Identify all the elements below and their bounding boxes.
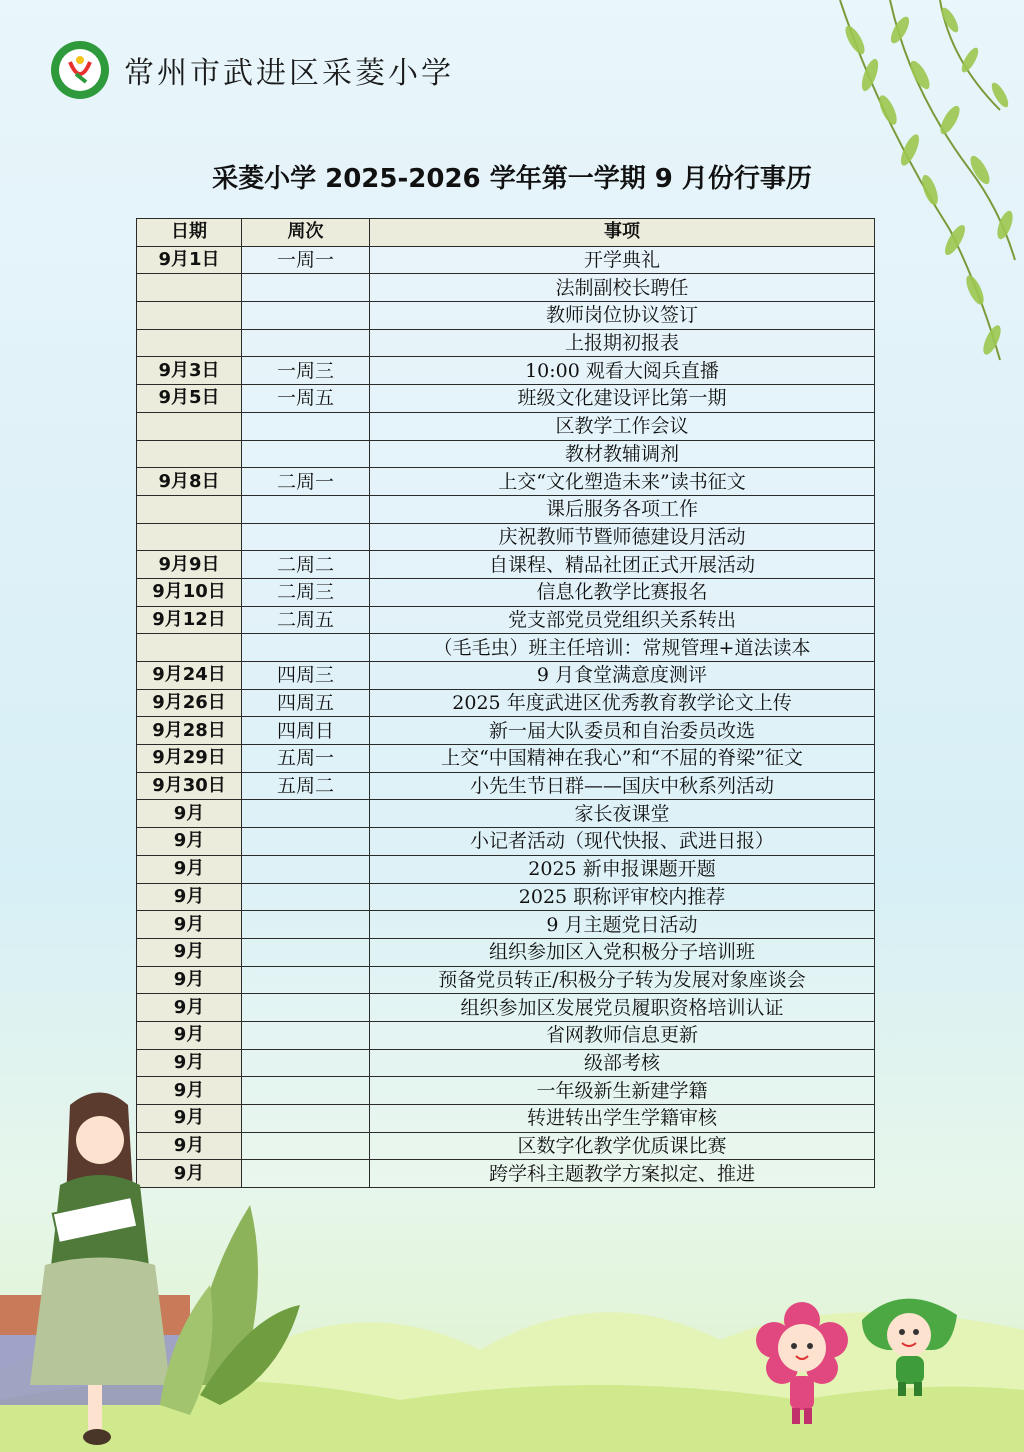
cell-date: 9月8日 bbox=[137, 468, 242, 496]
table-row bbox=[137, 1049, 875, 1077]
cell-event: 区数字化教学优质课比赛 bbox=[370, 1132, 875, 1160]
cell-date: 9月24日 bbox=[137, 662, 242, 690]
table-row bbox=[137, 634, 875, 662]
table-row bbox=[137, 412, 875, 440]
cell-event: 课后服务各项工作 bbox=[370, 495, 875, 523]
cell-week bbox=[242, 855, 370, 883]
mascot-flower-illustration bbox=[752, 1300, 852, 1430]
table-row bbox=[137, 495, 875, 523]
cell-date bbox=[137, 440, 242, 468]
cell-week: 四周日 bbox=[242, 717, 370, 745]
cell-event: 省网教师信息更新 bbox=[370, 1021, 875, 1049]
table-row bbox=[137, 302, 875, 330]
cell-event: 教师岗位协议签订 bbox=[370, 302, 875, 330]
table-row bbox=[137, 689, 875, 717]
mascot-leaf-illustration bbox=[852, 1290, 967, 1400]
cell-event: 2025 职称评审校内推荐 bbox=[370, 883, 875, 911]
cell-event: 庆祝教师节暨师德建设月活动 bbox=[370, 523, 875, 551]
cell-date: 9月 bbox=[137, 1049, 242, 1077]
table-row bbox=[137, 1021, 875, 1049]
calendar-table-body bbox=[137, 246, 875, 1187]
table-row bbox=[137, 468, 875, 496]
cell-week bbox=[242, 495, 370, 523]
cell-week: 二周二 bbox=[242, 551, 370, 579]
table-row bbox=[137, 938, 875, 966]
cell-date: 9月26日 bbox=[137, 689, 242, 717]
cell-date: 9月1日 bbox=[137, 246, 242, 274]
cell-date: 9月 bbox=[137, 1160, 242, 1188]
cell-event: 信息化教学比赛报名 bbox=[370, 578, 875, 606]
cell-event: （毛毛虫）班主任培训：常规管理+道法读本 bbox=[370, 634, 875, 662]
cell-date: 9月 bbox=[137, 1105, 242, 1133]
cell-date: 9月 bbox=[137, 883, 242, 911]
cell-week: 一周三 bbox=[242, 357, 370, 385]
cell-date: 9月3日 bbox=[137, 357, 242, 385]
cell-week bbox=[242, 329, 370, 357]
cell-date: 9月 bbox=[137, 800, 242, 828]
table-row bbox=[137, 800, 875, 828]
cell-date: 9月 bbox=[137, 1021, 242, 1049]
table-row bbox=[137, 357, 875, 385]
cell-week bbox=[242, 634, 370, 662]
cell-week: 二周一 bbox=[242, 468, 370, 496]
cell-date: 9月 bbox=[137, 911, 242, 939]
cell-date: 9月29日 bbox=[137, 745, 242, 773]
cell-week bbox=[242, 440, 370, 468]
cell-event: 预备党员转正/积极分子转为发展对象座谈会 bbox=[370, 966, 875, 994]
cell-week: 一周一 bbox=[242, 246, 370, 274]
table-row bbox=[137, 828, 875, 856]
cell-date: 9月 bbox=[137, 828, 242, 856]
cell-week: 一周五 bbox=[242, 385, 370, 413]
table-row bbox=[137, 551, 875, 579]
cell-date bbox=[137, 302, 242, 330]
cell-event: 自课程、精品社团正式开展活动 bbox=[370, 551, 875, 579]
cell-event: 一年级新生新建学籍 bbox=[370, 1077, 875, 1105]
cell-week: 二周三 bbox=[242, 578, 370, 606]
table-row bbox=[137, 662, 875, 690]
cell-event: 上交“中国精神在我心”和“不屈的脊梁”征文 bbox=[370, 745, 875, 773]
cell-event: 家长夜课堂 bbox=[370, 800, 875, 828]
cell-date bbox=[137, 495, 242, 523]
table-row bbox=[137, 745, 875, 773]
cell-week: 五周一 bbox=[242, 745, 370, 773]
cell-week bbox=[242, 302, 370, 330]
cell-event: 转进转出学生学籍审核 bbox=[370, 1105, 875, 1133]
cell-event: 级部考核 bbox=[370, 1049, 875, 1077]
table-row bbox=[137, 385, 875, 413]
cell-week bbox=[242, 994, 370, 1022]
table-row bbox=[137, 523, 875, 551]
cell-event: 法制副校长聘任 bbox=[370, 274, 875, 302]
cell-week bbox=[242, 938, 370, 966]
cell-date: 9月 bbox=[137, 938, 242, 966]
cell-date bbox=[137, 329, 242, 357]
table-row bbox=[137, 966, 875, 994]
table-row bbox=[137, 772, 875, 800]
cell-week: 五周二 bbox=[242, 772, 370, 800]
cell-date: 9月 bbox=[137, 994, 242, 1022]
cell-date: 9月 bbox=[137, 966, 242, 994]
cell-date: 9月30日 bbox=[137, 772, 242, 800]
cell-event: 跨学科主题教学方案拟定、推进 bbox=[370, 1160, 875, 1188]
cell-week bbox=[242, 1021, 370, 1049]
cell-week bbox=[242, 883, 370, 911]
cell-week bbox=[242, 800, 370, 828]
cell-week bbox=[242, 911, 370, 939]
cell-event: 组织参加区入党积极分子培训班 bbox=[370, 938, 875, 966]
cell-week: 四周五 bbox=[242, 689, 370, 717]
table-row bbox=[137, 994, 875, 1022]
cell-date bbox=[137, 412, 242, 440]
cell-date: 9月12日 bbox=[137, 606, 242, 634]
cell-date: 9月 bbox=[137, 1077, 242, 1105]
cell-week bbox=[242, 523, 370, 551]
cell-event: 2025 新申报课题开题 bbox=[370, 855, 875, 883]
table-row bbox=[137, 911, 875, 939]
table-row bbox=[137, 606, 875, 634]
table-header-row bbox=[137, 219, 875, 247]
cell-week: 二周五 bbox=[242, 606, 370, 634]
cell-date bbox=[137, 274, 242, 302]
cell-event: 班级文化建设评比第一期 bbox=[370, 385, 875, 413]
table-row bbox=[137, 329, 875, 357]
cell-event: 上报期初报表 bbox=[370, 329, 875, 357]
table-row bbox=[137, 855, 875, 883]
cell-event: 上交“文化塑造未来”读书征文 bbox=[370, 468, 875, 496]
page-title: 采菱小学 2025-2026 学年第一学期 9 月份行事历 bbox=[212, 164, 812, 194]
cell-event: 组织参加区发展党员履职资格培训认证 bbox=[370, 994, 875, 1022]
column-header-week: 周次 bbox=[242, 219, 370, 247]
cell-week: 四周三 bbox=[242, 662, 370, 690]
school-name: 常州市武进区采菱小学 bbox=[124, 56, 454, 91]
cell-week bbox=[242, 274, 370, 302]
cell-event: 开学典礼 bbox=[370, 246, 875, 274]
cell-event: 新一届大队委员和自治委员改选 bbox=[370, 717, 875, 745]
cell-event: 小先生节日群——国庆中秋系列活动 bbox=[370, 772, 875, 800]
column-header-date: 日期 bbox=[137, 219, 242, 247]
cell-date: 9月9日 bbox=[137, 551, 242, 579]
cell-week bbox=[242, 412, 370, 440]
table-row bbox=[137, 717, 875, 745]
cell-date: 9月 bbox=[137, 1132, 242, 1160]
cell-week bbox=[242, 1049, 370, 1077]
cell-event: 教材教辅调剂 bbox=[370, 440, 875, 468]
cell-date: 9月 bbox=[137, 855, 242, 883]
cell-date bbox=[137, 634, 242, 662]
calendar-table bbox=[136, 218, 875, 1188]
cell-week bbox=[242, 966, 370, 994]
cell-date: 9月10日 bbox=[137, 578, 242, 606]
table-row bbox=[137, 274, 875, 302]
cell-event: 9 月主题党日活动 bbox=[370, 911, 875, 939]
cell-event: 小记者活动（现代快报、武进日报） bbox=[370, 828, 875, 856]
cell-event: 2025 年度武进区优秀教育教学论文上传 bbox=[370, 689, 875, 717]
cell-event: 9 月食堂满意度测评 bbox=[370, 662, 875, 690]
girl-reading-illustration bbox=[0, 1085, 330, 1452]
column-header-event: 事项 bbox=[370, 219, 875, 247]
table-row bbox=[137, 578, 875, 606]
school-logo bbox=[50, 40, 110, 100]
cell-event: 10:00 观看大阅兵直播 bbox=[370, 357, 875, 385]
cell-date: 9月5日 bbox=[137, 385, 242, 413]
cell-date bbox=[137, 523, 242, 551]
cell-week bbox=[242, 828, 370, 856]
cell-date: 9月28日 bbox=[137, 717, 242, 745]
cell-event: 区教学工作会议 bbox=[370, 412, 875, 440]
table-row bbox=[137, 246, 875, 274]
table-row bbox=[137, 440, 875, 468]
cell-event: 党支部党员党组织关系转出 bbox=[370, 606, 875, 634]
table-row bbox=[137, 883, 875, 911]
